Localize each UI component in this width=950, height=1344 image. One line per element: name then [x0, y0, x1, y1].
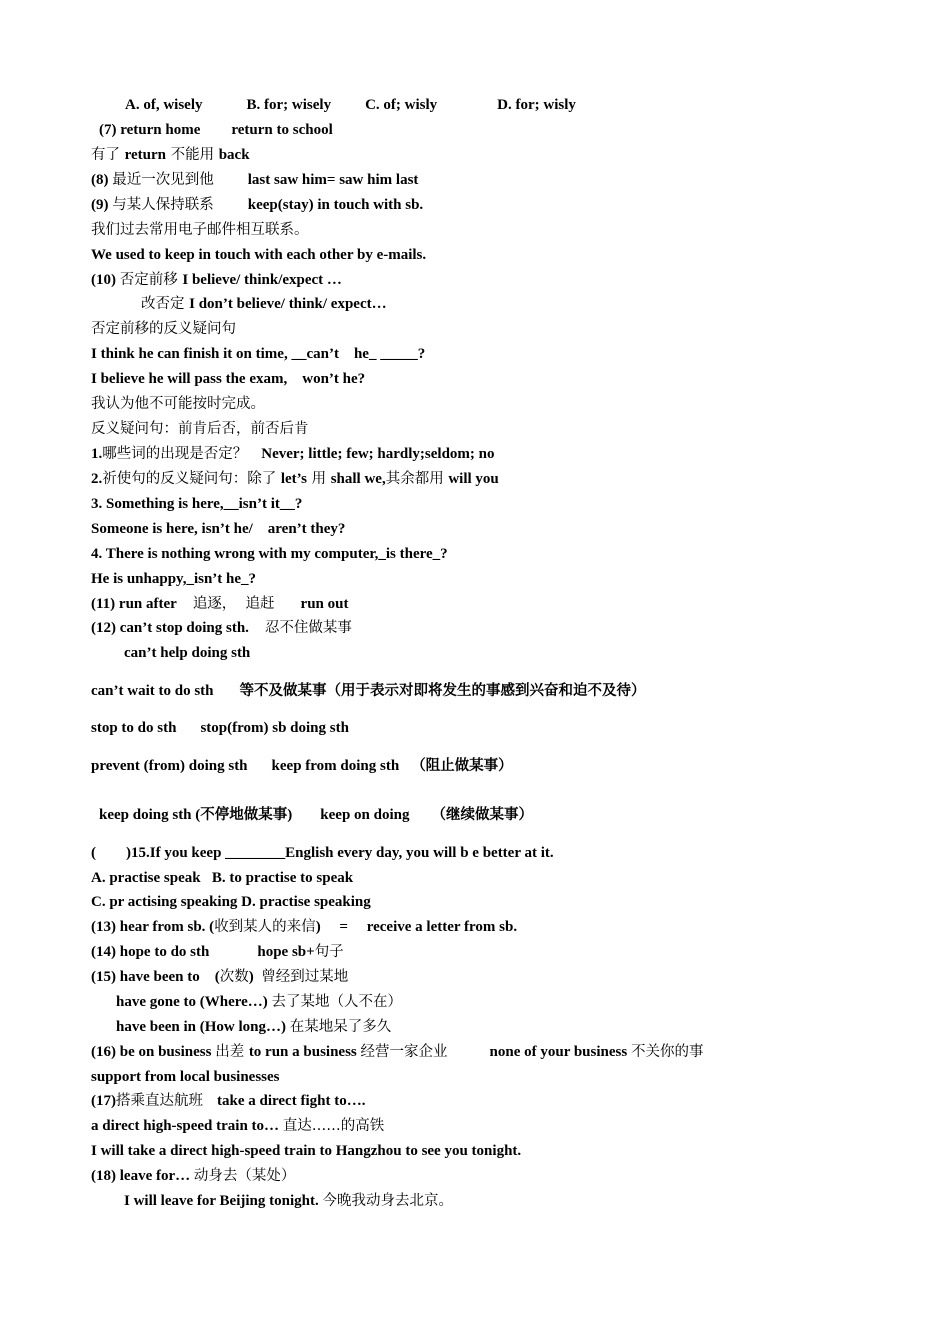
- text-segment: stop(from) sb doing sth: [200, 720, 349, 736]
- text-line: [91, 618, 352, 638]
- text-segment: keep(stay) in touch with sb.: [247, 197, 424, 213]
- text-line: [91, 494, 302, 514]
- text-segment: （继续做某事）: [431, 807, 533, 823]
- text-segment: 忍不住做某事: [264, 620, 352, 636]
- text-segment: 不停地做某事: [200, 807, 288, 823]
- text-segment: 等不及做某事（用于表示对即将发生的事感到兴奋和迫不及待）: [239, 683, 646, 699]
- text-line: [91, 892, 371, 912]
- text-segment: hope sb+: [257, 944, 315, 960]
- text-segment: 次数: [219, 969, 249, 985]
- text-segment: 2.: [91, 471, 103, 487]
- text-segment: 经营一家企业: [360, 1044, 448, 1060]
- text-line: [125, 95, 576, 115]
- text-line: [91, 544, 448, 564]
- text-segment: ( )15.If you keep ________English every day, you will b e better at it.: [91, 845, 554, 861]
- text-segment: C. pr actising speaking D. practise speaking: [91, 894, 371, 910]
- text-segment: 与某人保持联系: [112, 197, 214, 213]
- text-segment: 3. Something is here,__isn’t it__?: [91, 496, 303, 512]
- text-line: [99, 805, 533, 825]
- text-line: [91, 1116, 384, 1136]
- text-segment: return: [124, 147, 166, 163]
- text-line: [91, 1067, 280, 1087]
- text-segment: 否定前移的反义疑问句: [91, 321, 236, 337]
- text-line: [91, 319, 236, 339]
- text-line: [91, 756, 513, 776]
- text-segment: (7) return home: [99, 122, 201, 138]
- text-segment: 否定前移: [119, 272, 183, 288]
- text-line: [91, 419, 309, 439]
- text-segment: 不关你的事: [630, 1044, 704, 1060]
- text-segment: support from local businesses: [91, 1069, 280, 1085]
- text-segment: ) = receive a letter from sb.: [315, 919, 518, 935]
- text-segment: (12) can’t stop doing sth.: [91, 620, 249, 636]
- text-segment: 曾经到过某地: [261, 969, 349, 985]
- text-line: [99, 120, 333, 140]
- text-segment: 出差: [215, 1044, 249, 1060]
- text-line: [116, 992, 402, 1012]
- text-segment: keep from doing sth: [271, 758, 400, 774]
- text-segment: stop to do sth: [91, 720, 177, 736]
- text-segment: take a direct fight to….: [217, 1093, 366, 1109]
- text-segment: 反义疑问句：前肯后否，前否后肯: [91, 421, 309, 437]
- text-segment: He is unhappy,_isn’t he_?: [91, 571, 257, 587]
- text-line: [91, 868, 353, 888]
- text-segment: 收到某人的来信: [214, 919, 316, 935]
- text-segment: shall we,: [330, 471, 386, 487]
- text-segment: 1.: [91, 446, 103, 462]
- text-line: [91, 1166, 295, 1186]
- text-segment: I will take a direct high-speed train to Hangzhou to see you tonight.: [91, 1143, 522, 1159]
- text-segment: A. practise speak B. to practise to speak: [91, 870, 354, 886]
- text-segment: prevent (from) doing sth: [91, 758, 248, 774]
- text-segment: run out: [300, 596, 349, 612]
- text-line: [91, 967, 348, 987]
- text-line: [141, 294, 387, 314]
- text-segment: can’t wait to do sth: [91, 683, 214, 699]
- text-segment: 祈使句的反义疑问句：除了: [102, 471, 281, 487]
- text-segment: 今晚我动身去北京。: [322, 1193, 453, 1209]
- text-segment: (13) hear from sb. (: [91, 919, 215, 935]
- text-segment: I believe he will pass the exam, won’t he?: [91, 371, 366, 387]
- text-segment: A. of, wisely: [125, 97, 203, 113]
- text-segment: 用: [306, 471, 331, 487]
- text-line: [91, 394, 265, 414]
- text-segment: will you: [448, 471, 499, 487]
- text-line: [91, 195, 423, 215]
- text-line: [91, 444, 495, 464]
- text-segment: 我认为他不可能按时完成。: [91, 396, 265, 412]
- text-segment: keep doing sth (: [99, 807, 201, 823]
- text-line: [116, 1017, 391, 1037]
- text-line: [91, 220, 309, 240]
- text-line: [91, 369, 365, 389]
- text-segment: 其余都用: [385, 471, 449, 487]
- text-line: [91, 1141, 521, 1161]
- text-segment: (18) leave for…: [91, 1168, 194, 1184]
- text-segment: keep on doing: [320, 807, 410, 823]
- text-segment: 在某地呆了多久: [289, 1019, 392, 1035]
- text-segment: D. for; wisly: [497, 97, 576, 113]
- text-segment: ): [287, 807, 293, 823]
- text-line: [91, 170, 418, 190]
- text-line: [124, 1191, 453, 1211]
- text-line: [91, 569, 256, 589]
- text-line: [91, 519, 345, 539]
- text-segment: 改否定: [141, 296, 190, 312]
- text-segment: 不能用: [166, 147, 219, 163]
- text-line: [91, 1042, 703, 1062]
- text-line: [124, 643, 250, 663]
- text-line: [91, 917, 517, 937]
- text-segment: (15) have been to (: [91, 969, 220, 985]
- text-segment: back: [218, 147, 250, 163]
- text-line: [91, 145, 250, 165]
- text-line: [91, 718, 349, 738]
- text-segment: 4. There is nothing wrong with my computer,_is there_?: [91, 546, 448, 562]
- text-line: [91, 681, 646, 701]
- text-line: [91, 942, 344, 962]
- text-segment: Someone is here, isn’t he/ aren’t they?: [91, 521, 346, 537]
- text-segment: return to school: [231, 122, 333, 138]
- text-segment: (10): [91, 272, 120, 288]
- text-segment: (9): [91, 197, 113, 213]
- text-segment: 哪些词的出现是否定？: [102, 446, 248, 462]
- text-segment: (16) be on business: [91, 1044, 216, 1060]
- text-segment: (17): [91, 1093, 116, 1109]
- text-segment: have been in (How long…): [116, 1019, 290, 1035]
- text-segment: can’t help doing sth: [124, 645, 251, 661]
- text-segment: a direct high-speed train to…: [91, 1118, 283, 1134]
- text-line: [91, 270, 342, 290]
- text-segment: 最近一次见到他: [112, 172, 214, 188]
- text-segment: 句子: [314, 944, 344, 960]
- text-line: [91, 1091, 365, 1111]
- text-segment: 动身去（某处）: [193, 1168, 296, 1184]
- text-segment: 搭乘直达航班: [116, 1093, 203, 1109]
- text-segment: (14) hope to do sth: [91, 944, 210, 960]
- text-segment: 有了: [91, 147, 125, 163]
- text-line: [91, 469, 499, 489]
- text-segment: B. for; wisely: [246, 97, 332, 113]
- text-line: [91, 843, 554, 863]
- text-line: [91, 594, 348, 614]
- text-segment: I believe/ think/expect …: [182, 272, 342, 288]
- text-segment: last saw him= saw him last: [247, 172, 419, 188]
- text-segment: I will leave for Beijing tonight.: [124, 1193, 323, 1209]
- text-segment: 直达……的高铁: [282, 1118, 385, 1134]
- text-segment: （阻止做某事）: [411, 758, 513, 774]
- text-segment: 我们过去常用电子邮件相互联系。: [91, 222, 309, 238]
- text-segment: (8): [91, 172, 113, 188]
- text-line: [91, 344, 425, 364]
- text-segment: 追逐， 追赶: [192, 596, 275, 612]
- text-segment: I think he can finish it on time, __can’t he_ _____?: [91, 346, 426, 362]
- text-segment: have gone to (Where…): [116, 994, 272, 1010]
- text-segment: Never; little; few; hardly;seldom; no: [261, 446, 495, 462]
- text-segment: 去了某地（人不在）: [271, 994, 403, 1010]
- text-segment: none of your business: [489, 1044, 631, 1060]
- text-line: [91, 245, 426, 265]
- text-segment: to run a business: [248, 1044, 361, 1060]
- text-segment: We used to keep in touch with each other by e-mails.: [91, 247, 427, 263]
- text-segment: (11) run after: [91, 596, 177, 612]
- text-segment: I don’t believe/ think/ expect…: [189, 296, 387, 312]
- text-segment: C. of; wisly: [365, 97, 438, 113]
- text-segment: ): [248, 969, 262, 985]
- text-segment: let’s: [280, 471, 307, 487]
